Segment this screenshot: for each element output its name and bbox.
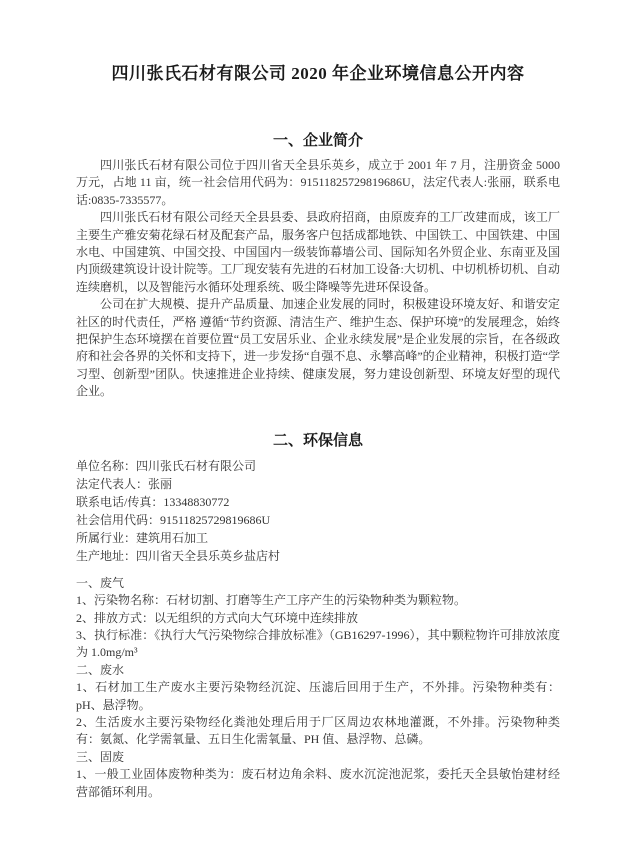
- info-line-industry: 所属行业：建筑用石加工: [76, 530, 209, 545]
- subsection-heading-solid-waste: 三、固废: [76, 749, 125, 764]
- waste-water-item-production: 1、石材加工生产废水主要污染物经沉淀、压滤后回用于生产，不外排。污染物种类有：pH、悬浮物。: [76, 680, 560, 712]
- subsection-heading-waste-water: 二、废水: [76, 662, 125, 677]
- waste-gas-item-discharge-method: 2、排放方式：以无组织的方式向大气环境中连续排放: [76, 610, 359, 625]
- waste-gas-item-standard: 3、执行标准：《执行大气污染物综合排放标准》（GB16297-1996），其中颗粒物许可排放浓度为 1.0mg/m³: [76, 627, 560, 660]
- waste-water-item-domestic: 2、生活废水主要污染物经化粪池处理后用于厂区周边农林地灌溉，不外排。污染物种类有：氨氮、化学需氧量、五日生化需氧量、PH 值、悬浮物、总磷。: [76, 714, 560, 747]
- subsection-waste-water: [76, 662, 560, 749]
- section-heading-env-info: 二、环保信息: [272, 432, 363, 449]
- info-line-unit-name: 单位名称：四川张氏石材有限公司: [76, 458, 257, 473]
- subsection-waste-gas: [76, 575, 560, 662]
- info-line-credit-code: 社会信用代码：91511825729819686U: [76, 512, 271, 527]
- info-line-production-address: 生产地址：四川省天全县乐英乡盐店村: [76, 548, 281, 563]
- intro-paragraph-factory-products: 四川张氏石材有限公司经天全县县委、县政府招商，由原废弃的工厂改建而成，该工厂主要生产雅安菊花绿石材及配套产品，服务客户包括成都地铁、中国铁工、中国铁建、中国水电、中国建筑、中国交投、中国国内一级装饰幕墙公司、国际知名外贸企业、东南亚及国内顶级建筑设计设计院等。工厂现安装有先进的石材加工设备:大切机、中切机桥切机、自动连续磨机，以及智能污水循环处理系统、吸尘降噪等先进环保设备。: [76, 210, 560, 294]
- intro-paragraph-company-overview: 四川张氏石材有限公司位于四川省天全县乐英乡，成立于 2001 年 7 月，注册资金 5000 万元，占地 11 亩，统一社会信用代码为：91511825729819686U，法定代表人:张丽，联系电话:0835-7335577。: [76, 158, 560, 207]
- solid-waste-item-general: 1、一般工业固体废物种类为：废石材边角余料、废水沉淀池泥浆，委托天全县敏怡建材经营部循环利用。: [76, 767, 560, 799]
- subsection-heading-waste-gas: 一、废气: [76, 575, 125, 590]
- subsection-solid-waste: [76, 749, 560, 801]
- info-line-phone-fax: 联系电话/传真：13348830772: [76, 494, 230, 509]
- intro-paragraph-development-philosophy: 公司在扩大规模、提升产品质量、加速企业发展的同时，积极建设环境友好、和谐安定社区的时代责任，严格 遵循“节约资源、清洁生产、维护生态、保护环境”的发展理念，始终把保护生态环境摆在首要位置“员工安居乐业、企业永续发展”是企业发展的宗旨，在各级政府和社会各界的关怀和支持下，进一步发扬“自强不息、永攀高峰”的企业精神，积极打造“学习型、创新型”团队。快速推进企业持续、健康发展，努力建设创新型、环境友好型的现代企业。: [76, 297, 560, 399]
- waste-gas-item-pollutant-name: 1、污染物名称：石材切割、打磨等生产工序产生的污染物种类为颗粒物。: [76, 593, 467, 608]
- info-line-legal-representative: 法定代表人：张丽: [76, 476, 173, 491]
- document-title: 四川张氏石材有限公司 2020 年企业环境信息公开内容: [111, 64, 525, 83]
- env-subsections: [76, 575, 560, 801]
- section-heading-company-intro: 一、企业简介: [272, 133, 363, 149]
- env-info-list: [76, 457, 560, 565]
